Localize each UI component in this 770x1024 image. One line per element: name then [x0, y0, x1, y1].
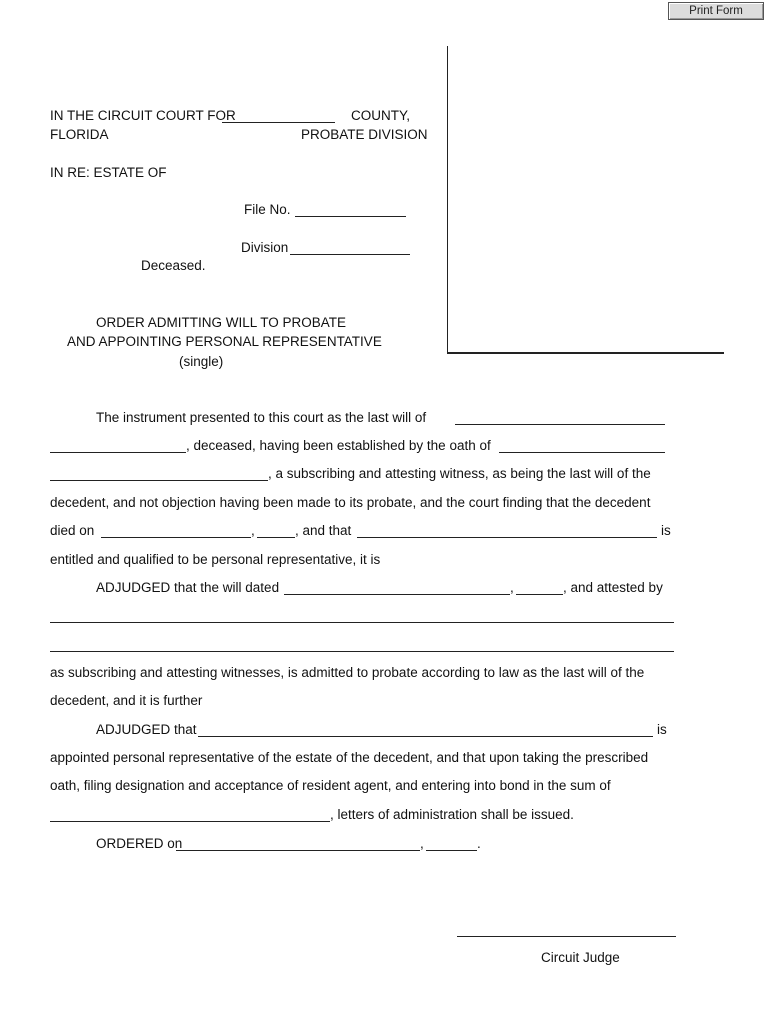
body-line12: oath, filing designation and acceptance of resident agent, and entering into bond in the sum of [50, 778, 611, 793]
county-name-field[interactable] [222, 122, 335, 123]
division-field[interactable] [290, 254, 410, 255]
decedent-name-cont-field[interactable] [50, 452, 186, 453]
clerk-stamp-box-bottom-border [447, 352, 724, 354]
file-no-label: File No. [244, 202, 291, 217]
ordered-on-label: ORDERED on [96, 836, 183, 851]
body-line11: appointed personal representative of the estate of the decedent, and that upon taking the prescribed [50, 750, 649, 765]
in-re-label: IN RE: ESTATE OF [50, 165, 167, 180]
body-line8: as subscribing and attesting witnesses, is admitted to probate according to law as the last will of the [50, 665, 645, 680]
state-label: FLORIDA [50, 127, 109, 142]
body-line3: , a subscribing and attesting witness, as being the last will of the [268, 466, 651, 481]
probate-division-label: PROBATE DIVISION [301, 127, 428, 142]
order-date-field[interactable] [176, 850, 420, 851]
body-line6: entitled and qualified to be personal representative, it is [50, 552, 381, 567]
body-line2: , deceased, having been established by the oath of [186, 438, 491, 453]
will-year-field[interactable] [516, 594, 563, 595]
appointed-representative-field[interactable] [198, 736, 653, 737]
body-line9: decedent, and it is further [50, 693, 203, 708]
and-that-label: , and that [295, 523, 352, 538]
adjudged-will-dated-label: ADJUDGED that the will dated [96, 580, 280, 595]
comma-2: , [510, 580, 514, 595]
order-title-line3: (single) [179, 354, 224, 369]
attested-by-label: , and attested by [563, 580, 663, 595]
representative-name-field[interactable] [357, 537, 657, 538]
oath-witness-cont-field[interactable] [50, 480, 268, 481]
division-label: Division [241, 240, 289, 255]
body-line1: The instrument presented to this court as the last will of [96, 410, 427, 425]
order-year-field[interactable] [426, 850, 477, 851]
will-date-field[interactable] [284, 594, 510, 595]
body-line13: , letters of administration shall be issued. [330, 807, 574, 822]
file-no-field[interactable] [295, 216, 406, 217]
body-line4: decedent, and not objection having been made to its probate, and the court finding that the decedent [50, 495, 651, 510]
death-date-field[interactable] [101, 537, 251, 538]
is-label-2: is [657, 722, 667, 737]
clerk-stamp-box-left-border [447, 46, 448, 354]
died-on-label: died on [50, 523, 95, 538]
attesting-witnesses-field-1[interactable] [50, 622, 674, 623]
deceased-label: Deceased. [141, 258, 206, 273]
county-label: COUNTY, [351, 108, 411, 123]
death-year-field[interactable] [257, 537, 295, 538]
is-label-1: is [661, 523, 671, 538]
print-form-button[interactable]: Print Form [668, 2, 764, 20]
oath-witness-field[interactable] [499, 452, 665, 453]
order-title-line1: ORDER ADMITTING WILL TO PROBATE [96, 315, 347, 330]
adjudged-that-label: ADJUDGED that [96, 722, 197, 737]
order-title-line2: AND APPOINTING PERSONAL REPRESENTATIVE [67, 334, 382, 349]
period: . [477, 836, 481, 851]
comma-1: , [251, 523, 255, 538]
court-prefix: IN THE CIRCUIT COURT FOR [50, 108, 236, 123]
comma-3: , [420, 836, 424, 851]
judge-signature-line[interactable] [457, 936, 676, 937]
attesting-witnesses-field-2[interactable] [50, 651, 674, 652]
decedent-name-field[interactable] [455, 424, 665, 425]
bond-amount-field[interactable] [50, 821, 330, 822]
circuit-judge-label: Circuit Judge [541, 950, 620, 965]
